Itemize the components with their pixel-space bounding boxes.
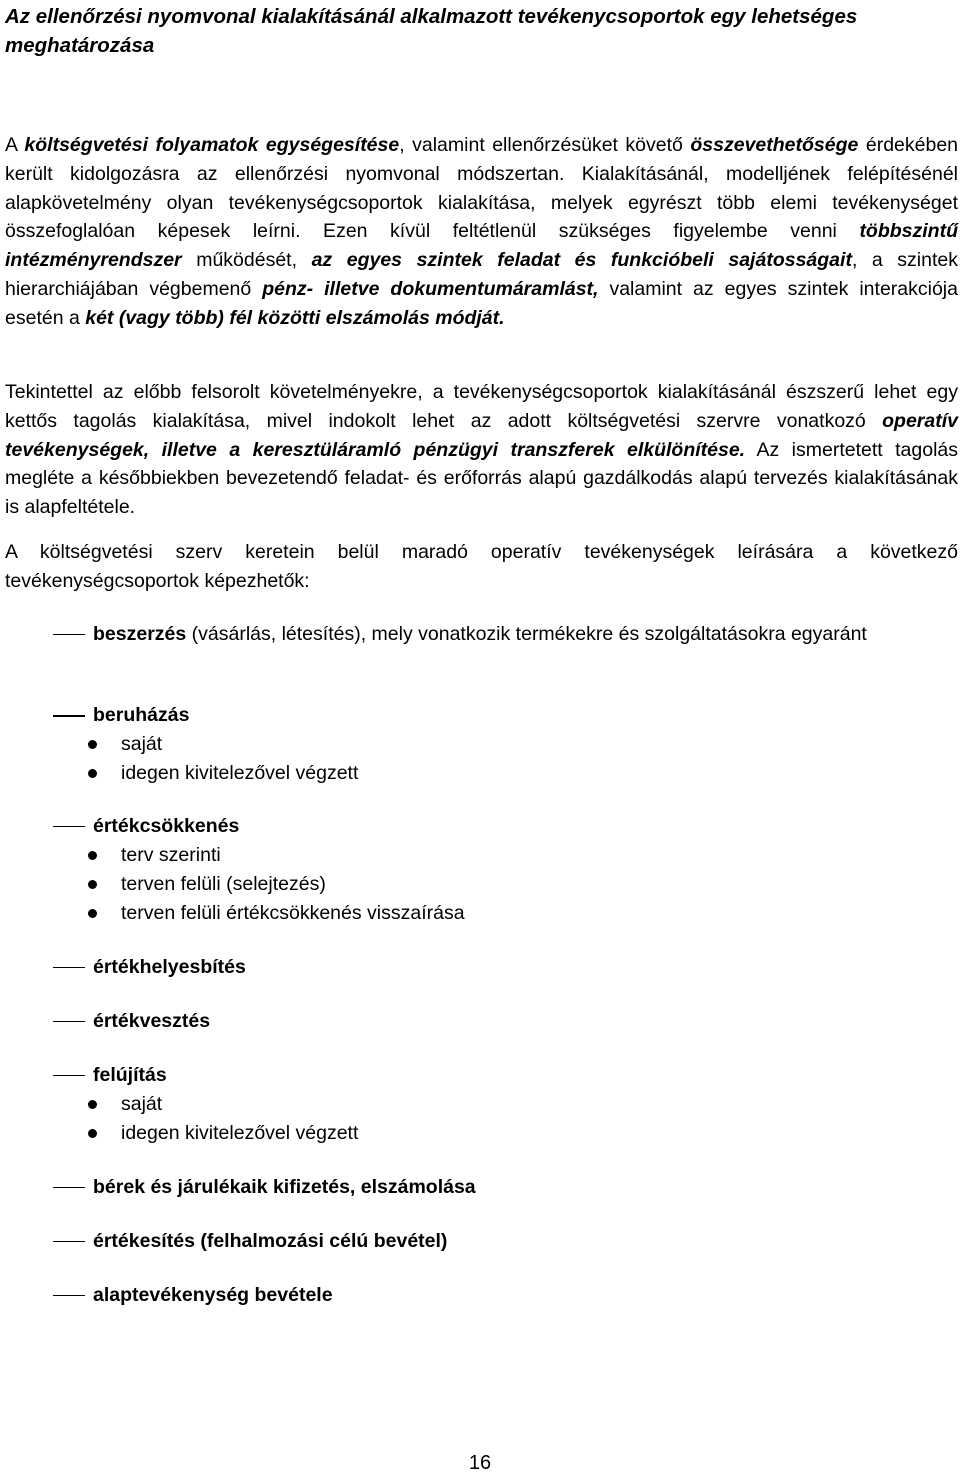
dash-bullet-icon — [53, 1295, 85, 1296]
paragraph-intro: A költségvetési folyamatok egységesítése, valamint ellenőrzésüket követő összevethetősége érdekében került kidolgozásra az ellenőrzési nyomvonal módszertan. Kialakításánál, modelljének felépítésénél alapkövetelmény olyan tevékenységcsoportok kialakítása, melyek egyrészt több elemi tevékenységet összefoglalóan képesek leírni. Ezen kívül feltétlenül szükséges figyelembe venni többszintű intézményrendszer működését, az egyes szintek feladat és funkcióbeli sajátosságait, a szintek hierarchiájában végbemenő pénz- illetve dokumentumáramlást, valamint az egyes szintek interakciója esetén a két (vagy több) fél közötti elszámolás módját. — [5, 134, 959, 329]
list-item-title: beszerzés — [93, 623, 187, 645]
bullet-icon — [88, 1129, 97, 1138]
bullet-icon — [88, 1100, 97, 1109]
dash-bullet-icon — [53, 715, 85, 717]
document-page: Az ellenőrzési nyomvonal kialakításánál alkalmazott tevékenycsoportok egy lehetséges meghatározása A költségvetési folyamatok egységesítése, valamint ellenőrzésüket követő összevethetősége érdekében került kidolgozásra az ellenőrzési nyomvonal módszertan. Kialakításánál, modelljének felépítésénél alapkövetelmény olyan tevékenységcsoportok kialakítása, melyek egyrészt több elemi tevékenységet összefoglalóan képesek leírni. Ezen kívül feltétlenül szükséges figyelembe venni többszintű intézményrendszer működését, az egyes szintek feladat és funkcióbeli sajátosságait, a szintek hierarchiájában végbemenő pénz- illetve dokumentumáramlást, valamint az egyes szintek interakciója esetén a két (vagy több) fél közötti elszámolás módját. Tekintettel az előbb felsorolt követelményekre, a tevékenységcsoportok kialakításánál észszerű lehet egy kettős tagolás kialakítása, mivel indokolt lehet az adott költségvetési szervre vonatkozó operatív tevékenységek, illetve a keresztüláramló pénzügyi transzferek elkülönítése. Az ismertetett tagolás megléte a későbbiekben bevezetendő feladat- és erőforrás alapú gazdálkodás alapú tervezés kialakításának is alapfeltétele. A költségvetési szerv keretein belül maradó operatív tevékenységek leírására a következő tevékenységcsoportok képezhetők: beszerzés (vásárlás, létesítés), mely vonatkozik termékekre és szolgáltatásokra egyaránt beruházás saját idegen kivitelezővel végzett értékcsökkenés terv szerinti terven felüli (selejtezés) terven felüli értékcsökkenés visszaírása értékhelyesbítés értékvesztés felújítás saját idegen kivitelezővel végzett bérek és járulékaik kifizetés, elszámolása értékesítés (felhalmozási célú bevétel) alaptevékenység bevétele 16 — [0, 0, 960, 1476]
list-item-title: alaptevékenység bevétele — [93, 1284, 333, 1306]
bullet-icon — [88, 740, 97, 749]
paragraph-groups-intro: A költségvetési szerv keretein belül maradó operatív tevékenységek leírására a következő tevékenységcsoportok képezhetők: — [5, 541, 958, 592]
list-item-title: értékcsökkenés — [93, 815, 240, 837]
bullet-icon — [88, 880, 97, 889]
list-item-title: beruházás — [93, 704, 190, 726]
dash-bullet-icon — [53, 826, 85, 827]
list-item-title: felújítás — [93, 1064, 167, 1086]
dash-bullet-icon — [53, 1021, 85, 1022]
dash-bullet-icon — [53, 634, 85, 635]
paragraph-requirements: Tekintettel az előbb felsorolt követelményekre, a tevékenységcsoportok kialakításánál észszerű lehet egy kettős tagolás kialakítása, mivel indokolt lehet az adott költségvetési szervre vonatkozó operatív tevékenységek, illetve a keresztüláramló pénzügyi transzferek elkülönítése. Az ismertetett tagolás megléte a későbbiekben bevezetendő feladat- és erőforrás alapú gazdálkodás alapú tervezés kialakításának is alapfeltétele. — [5, 381, 959, 519]
list-item-title: bérek és járulékaik kifizetés, elszámolása — [93, 1176, 476, 1198]
page-number: 16 — [468, 1452, 492, 1474]
dash-bullet-icon — [53, 1075, 85, 1076]
dash-bullet-icon — [53, 967, 85, 968]
section-heading: Az ellenőrzési nyomvonal kialakításánál alkalmazott tevékenycsoportok egy lehetséges meghatározása — [5, 5, 858, 57]
bullet-icon — [88, 769, 97, 778]
bullet-icon — [88, 909, 97, 918]
list-item-description: (vásárlás, létesítés), mely vonatkozik termékekre és szolgáltatásokra egyaránt — [186, 623, 867, 645]
list-item-title: értékvesztés — [93, 1010, 211, 1032]
bullet-icon — [88, 851, 97, 860]
dash-bullet-icon — [53, 1187, 85, 1188]
dash-bullet-icon — [53, 1241, 85, 1242]
list-item-title: értékesítés (felhalmozási célú bevétel) — [93, 1230, 448, 1252]
list-item-title: értékhelyesbítés — [93, 956, 246, 978]
